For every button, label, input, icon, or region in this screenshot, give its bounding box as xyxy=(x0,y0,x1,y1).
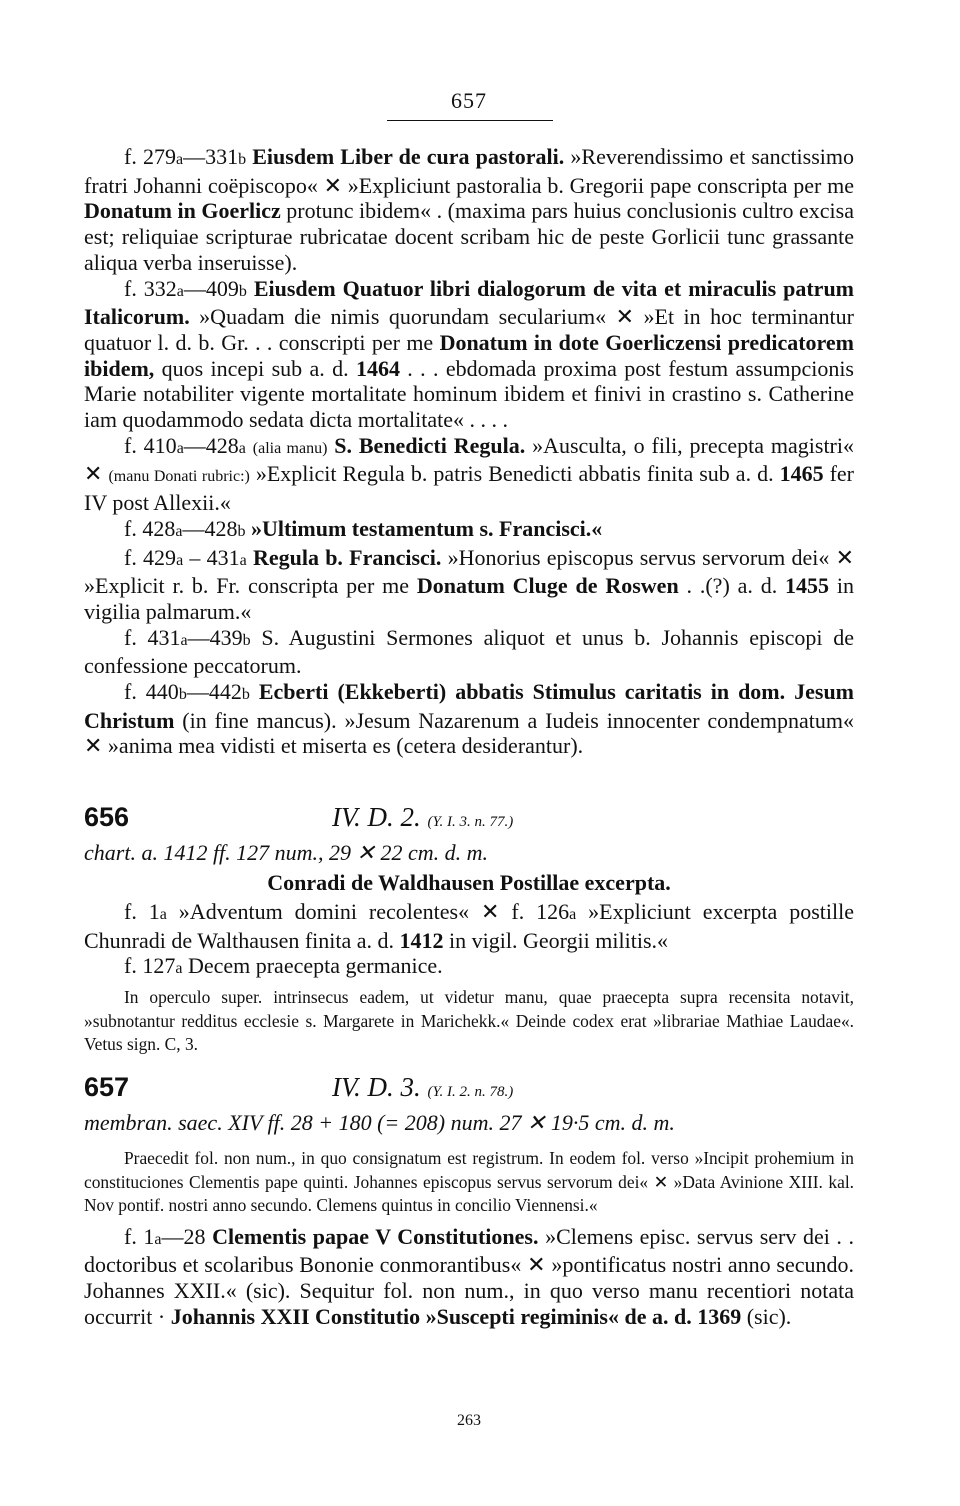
text-run: in vigil. Georgii militis.« xyxy=(443,927,669,953)
text-run: (in fine mancus). »Jesum Nazarenum a Iudeis innocenter condempnatum« ✕ »anima mea vidisti et miserta es (cetera desiderantur). xyxy=(84,707,854,759)
text-run: —439 xyxy=(187,624,243,650)
text-run: »Honorius episcopus servus servorum dei« ✕ »Explicit r. b. Fr. conscripta per me xyxy=(84,544,855,599)
text-run xyxy=(250,679,259,704)
bold-text: Regula b. Francisci. xyxy=(252,544,442,570)
text-run: »Expliciunt excerpta postille Chunradi de Walthausen finita a. d. xyxy=(84,899,854,953)
text-run: »Ausculta, o fili, precepta magistri« ✕ xyxy=(84,432,854,487)
text-run: f. 410 xyxy=(124,432,177,458)
folio-entry xyxy=(84,679,854,759)
bold-text: Clementis papae V Constitutiones. xyxy=(212,1223,539,1249)
codex-heading xyxy=(84,800,854,839)
bold-text: Donatum in dote Goerliczensi predicatorem ibidem, xyxy=(84,329,854,381)
folio-entry xyxy=(84,1224,854,1330)
text-run: »Adventum domini recolentes« ✕ f. 126 xyxy=(166,899,570,924)
small-text: b xyxy=(241,686,250,704)
small-text: a xyxy=(180,631,188,649)
folio-entry xyxy=(84,899,854,953)
text-run: quos incepi sub a. d. xyxy=(154,355,356,381)
codex-description: membran. saec. XIV ff. 28 + 180 (= 208) num. 27 ✕ 19·5 cm. d. m. xyxy=(84,1110,675,1135)
codex-old-signature: (Y. I. 3. n. 77.) xyxy=(427,814,514,830)
codex-old-signature: (Y. I. 2. n. 78.) xyxy=(427,1084,514,1100)
text-run: —409 xyxy=(183,275,239,301)
folio-entry xyxy=(84,953,854,982)
text-run: »Reverendissimo et sanctissimo fratri Johanni coëpiscopo« ✕ »Expliciunt pastoralia b. Gregorii pape conscripta per me xyxy=(84,144,855,198)
text-run: f. 431 xyxy=(124,624,181,650)
codex-number: 657 xyxy=(84,1072,130,1102)
text-run: (sic). xyxy=(741,1303,792,1329)
text-run: »Clemens episc. servus serv dei . . doctoribus et scolaribus Bononie conmorantibus« ✕ »pontificatus nostri anno secundo. Johannes XXII.« (sic). Sequitur fol. non num., in quo verso manu recentiori notata occurrit · xyxy=(84,1223,855,1329)
bold-text: Eiusdem Liber de cura pastorali. xyxy=(252,144,565,169)
codex-note: Praecedit fol. non num., in quo consignatum est registrum. In eodem fol. verso »Incipit prohemium in constituciones Clementis pape quinti. Johannes episcopus servus servorum dei« ✕ »Data Avinione XIII. kal. Nov pontif. nostri anno secundo. Clemens quintus in concilio Viennensi.« xyxy=(84,1148,854,1216)
text-run xyxy=(247,276,254,301)
small-text: b xyxy=(178,686,187,704)
text-run: . . . ebdomada proxima post festum assumpcionis Marie notabiliter vigente mortalitate hominum ibidem et finivi in crastino s. Catherine iam quodammodo sedata dicta mortalitate« . . . . xyxy=(84,355,854,433)
codex-note: In operculo super. intrinsecus eadem, ut videtur manu, quae praecepta supra recensita notavit, »subnotantur redditus ecclesie s. Margarete in Marichekk.« Deinde codex erat »librariae Mathiae Laudae«. Vetus sign. C, 3. xyxy=(84,987,854,1055)
text-run: in vigilia palmarum.« xyxy=(84,573,854,624)
small-text: a xyxy=(176,282,184,300)
codex-signature: IV. D. 3. xyxy=(332,1072,421,1102)
text-run: »Explicit Regula b. patris Benedicti abbatis finita sub a. d. xyxy=(249,461,780,487)
small-text: a xyxy=(175,960,183,978)
folio-entry xyxy=(84,625,854,679)
small-text: a xyxy=(238,439,246,457)
codex-description: chart. a. 1412 ff. 127 num., 29 ✕ 22 cm. d. m. xyxy=(84,840,489,865)
page-number: 657 xyxy=(451,88,487,113)
text-run: f. 127 xyxy=(124,953,176,979)
text-run: protunc ibidem« . (maxima pars huius conclusionis cultro excisa est; reliquiae scripturae rubricatae docent scribam hic de peste Gorlicii tunc grassante aliqua verba inseruisse). xyxy=(84,198,854,275)
small-text: b xyxy=(238,282,247,300)
sheet-number: 263 xyxy=(457,1412,481,1429)
text-run: —442 xyxy=(186,679,242,705)
small-text: a xyxy=(159,906,167,923)
folio-entry xyxy=(84,545,854,625)
text-run: f. 428 xyxy=(124,515,176,541)
small-text: b xyxy=(238,151,247,168)
text-run: S. Augustini Sermones aliquot et unus b. Johannis episcopi de confessione peccatorum. xyxy=(84,624,854,679)
text-run: f. 440 xyxy=(124,679,179,705)
text-run: f. 279 xyxy=(124,144,176,169)
text-run xyxy=(246,433,253,458)
text-run: f. 332 xyxy=(124,275,177,301)
small-text: a xyxy=(154,1230,162,1248)
small-text: a xyxy=(176,551,184,569)
bold-text: Donatum Cluge de Roswen xyxy=(416,573,679,599)
small-text: a xyxy=(175,522,183,540)
text-run: —331 xyxy=(183,144,239,169)
small-text: (manu Donati rubric:) xyxy=(108,468,250,486)
text-run: f. 1 xyxy=(124,899,160,924)
header-rule xyxy=(387,120,553,121)
text-run: . .(?) a. d. xyxy=(678,573,786,599)
text-run: —428 xyxy=(183,432,239,458)
folio-entry xyxy=(84,433,854,516)
folio-entry xyxy=(84,144,854,276)
small-text: (alia manu) xyxy=(252,439,328,457)
codex-title: Conradi de Waldhausen Postillae excerpta. xyxy=(267,870,671,895)
text-run: – 431 xyxy=(183,544,240,570)
folio-entry xyxy=(84,516,854,545)
text-run: f. 1 xyxy=(124,1223,155,1249)
bold-text: S. Benedicti Regula. xyxy=(334,432,526,458)
bold-text: 1455 xyxy=(785,573,830,599)
small-text: b xyxy=(242,631,251,649)
bold-text: Ecberti (Ekkeberti) abbatis Stimulus caritatis in dom. Jesum Christum xyxy=(84,679,855,733)
bold-text: 1412 xyxy=(399,927,444,953)
text-run: »Quadam die nimis quorundam secularium« ✕ »Et in hoc terminantur quatuor l. d. b. Gr. . . conscripti per me xyxy=(84,304,854,355)
small-text: a xyxy=(175,151,184,168)
codex-657 xyxy=(84,1070,854,1330)
text-run: —428 xyxy=(182,515,238,541)
small-text: a xyxy=(569,906,577,923)
bold-text: Eiusdem Quatuor libri dialogorum de vita et miraculis patrum Italicorum. xyxy=(84,275,855,330)
bold-text: 1465 xyxy=(779,461,824,487)
entries-top xyxy=(84,144,854,759)
codex-signature: IV. D. 2. xyxy=(332,802,421,832)
folio-entry xyxy=(84,276,854,433)
bold-text: »Ultimum testamentum s. Francisci.« xyxy=(250,515,603,541)
small-text: b xyxy=(237,522,246,540)
small-text: a xyxy=(239,551,247,569)
text-run: —28 xyxy=(161,1223,213,1249)
text-run: Decem praecepta germanice. xyxy=(182,953,443,979)
text-run: fer IV post Allexii.« xyxy=(84,461,854,516)
codex-number: 656 xyxy=(84,802,130,832)
text-run: f. 429 xyxy=(124,544,177,570)
codex-656 xyxy=(84,800,854,1057)
bold-text: Johannis XXII Constitutio »Suscepti regiminis« de a. d. 1369 xyxy=(170,1303,742,1329)
bold-text: Donatum in Goerlicz xyxy=(84,198,281,224)
small-text: a xyxy=(176,439,184,457)
codex-heading xyxy=(84,1070,854,1109)
bold-text: 1464 xyxy=(355,355,400,381)
